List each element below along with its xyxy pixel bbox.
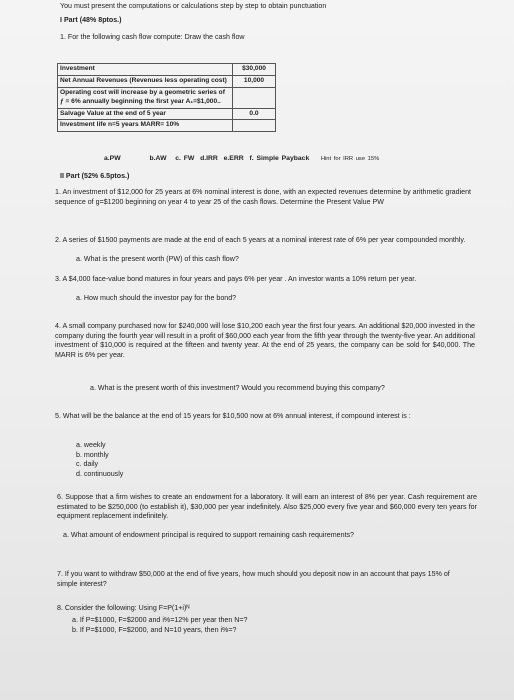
table-cell-label: Investment — [58, 64, 233, 76]
option-aw: b.AW — [149, 155, 167, 162]
q5-options — [76, 441, 123, 479]
part2-question-2: 2. A series of $1500 payments are made at the end of each 5 years at a nominal interest rate of 6% per year compounded monthly. — [55, 236, 466, 244]
table-cell-value — [233, 87, 276, 108]
q5-option: d. continuously — [76, 469, 124, 478]
part2-question-3: 3. A $4,000 face-value bond matures in four years and pays 6% per year . An investor wants a 10% return per year. — [55, 275, 417, 283]
cash-flow-table — [57, 63, 276, 132]
option-irr: d.IRR — [200, 155, 218, 162]
table-cell-value: $30,000 — [233, 64, 276, 76]
part2-question-8a: a. If P=$1000, F=$2000 and i%=12% per year then N=? — [72, 616, 248, 624]
table-cell-label: Investment life n=5 years MARR= 10% — [58, 120, 233, 132]
question-1: 1. For the following cash flow compute: Draw the cash flow — [60, 33, 245, 41]
instruction-text: You must present the computations or calculations step by step to obtain punctuation — [60, 2, 327, 10]
table-cell-label: Operating cost will increase by a geometric series of ƒ = 6% annually beginning the first year A₁=$1,000.. — [58, 87, 233, 108]
part2-question-1: 1. An investment of $12,000 for 25 years at 6% nominal interest is done, with an expected revenues determine by arithmetic gradient sequence of g=$1200 beginning on year 4 to year 25 of the cash flows. Determine the Present Value PW — [55, 188, 472, 206]
table-cell-value: 10,000 — [233, 75, 276, 87]
part2-question-6a: a. What amount of endowment principal is required to support remaining cash requirements? — [63, 531, 354, 539]
options-row — [104, 154, 494, 164]
option-err: e.ERR — [223, 155, 244, 162]
part2-question-8: 8. Consider the following: Using F=P(1+i)ᴺ — [57, 604, 190, 612]
part1-title: I Part (48% 8ptos.) — [60, 16, 122, 24]
table-cell-label: Net Annual Revenues (Revenues less operating cost) — [58, 75, 233, 87]
table-cell-value — [233, 120, 276, 132]
part2-question-7: 7. If you want to withdraw $50,000 at the end of five years, how much should you deposit now in an account that pays 15% of simple interest? — [57, 570, 450, 588]
option-fw: c. FW — [175, 155, 195, 162]
part2-question-3a: a. How much should the investor pay for the bond? — [76, 294, 237, 302]
q5-option: a. weekly — [76, 441, 106, 449]
part2-title: II Part (52% 6.5ptos.) — [60, 172, 130, 180]
irr-hint: Hint for IRR use 15% — [320, 156, 380, 162]
part2-question-5: 5. What will be the balance at the end of 15 years for $10,500 now at 6% annual interest, if compound interest is : — [55, 412, 411, 420]
table-cell-value: 0.0 — [233, 108, 276, 120]
q5-option: c. daily — [76, 460, 99, 469]
table-row — [58, 120, 276, 132]
part2-question-8b: b. If P=$1000, F=$2000, and N=10 years, then i%=? — [72, 626, 237, 634]
table-row — [58, 75, 276, 87]
q5-option: b. monthly — [76, 450, 109, 459]
table-cell-label: Salvage Value at the end of 5 year — [58, 108, 233, 120]
part2-question-4: 4. A small company purchased now for $240,000 will lose $10,200 each year the first four years. An additional $20,000 invested in the company during the fourth year will result in a profit of $60,000 each year from the fifth year through the twenty-five year. An additional investment of $10,000 is required at the fifteen and twenty year. At the end of 25 years, the company can be sold for $40,000. The MARR is 6% per year. — [55, 322, 475, 359]
table-row — [58, 108, 276, 120]
table-row — [58, 64, 276, 76]
part2-question-4a: a. What is the present worth of this investment? Would you recommend buying this company? — [90, 384, 385, 392]
table-row — [58, 87, 276, 108]
part2-question-6: 6. Suppose that a firm wishes to create an endowment for a laboratory. It will earn an interest of 8% per year. Cash requirement are estimated to be $250,000 (to establish it), $30,000 per year indefinitely. Also $25,000 every five year and $60,000 every ten years for equipment replacement indefinitely. — [57, 493, 477, 521]
option-payback: f. Simple Payback — [249, 155, 310, 162]
option-pw: a.PW — [104, 155, 121, 162]
part2-question-2a: a. What is the present worth (PW) of this cash flow? — [76, 255, 239, 263]
